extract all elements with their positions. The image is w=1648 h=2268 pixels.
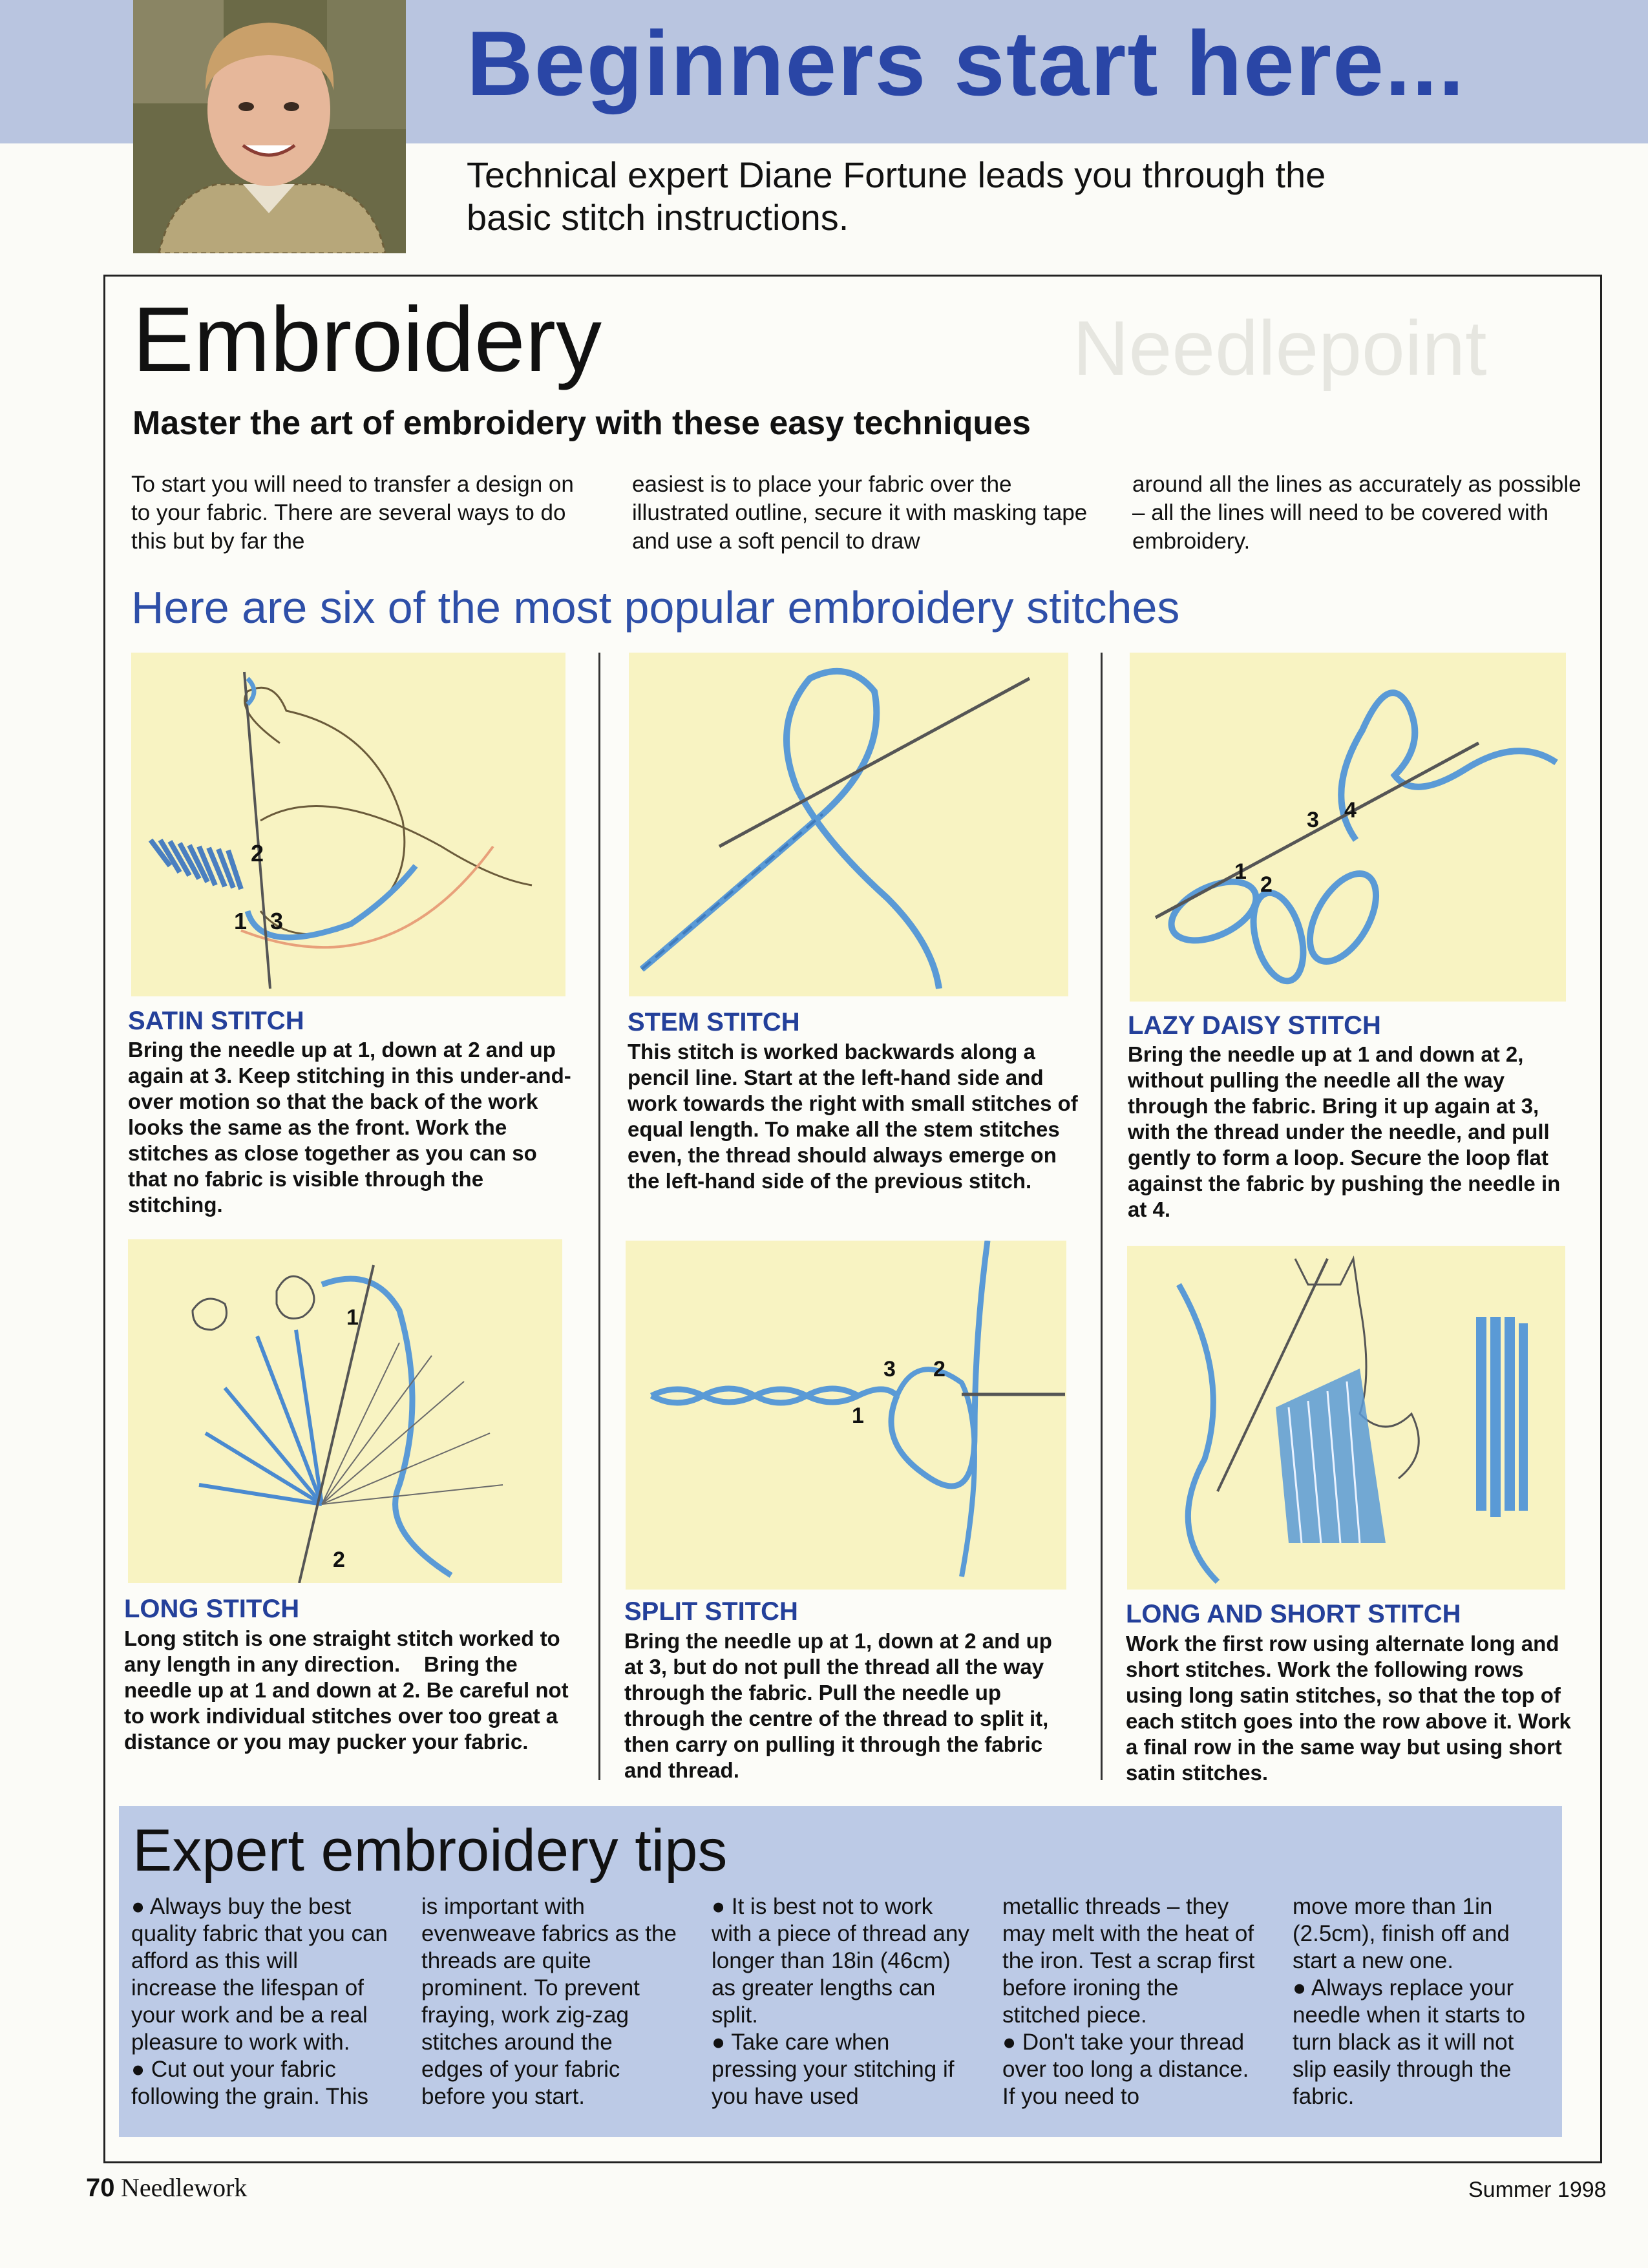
split-stitch-text: Bring the needle up at 1, down at 2 and up at 3, but do not pull the thread all the way through the fabric. Pull the needle up through the centre of the thread to split it, then carry on pulling it through the fabric and thread. — [624, 1629, 1052, 1782]
long-stitch-text: Long stitch is one straight stitch worked to any length in any direction. Bring the needle up at 1 and down at 2. Be careful not to work individual stitches over too great a distance or you may pucker your fabric. — [124, 1626, 569, 1754]
satin-label-1: 1 — [234, 908, 248, 934]
daisy-label-3: 3 — [1307, 808, 1319, 832]
author-photo — [133, 0, 406, 253]
split-stitch-illustration — [626, 1241, 1066, 1590]
tip-text: move more than 1in (2.5cm), finish off and start a new one. — [1293, 1894, 1510, 1973]
section-title: Embroidery — [132, 288, 602, 391]
long-stitch-illustration — [128, 1239, 562, 1583]
split-stitch-heading: SPLIT STITCH — [624, 1597, 798, 1626]
tip-text: ● Cut out your fabric following the grain. This — [131, 2057, 369, 2109]
tip-text: ● Don't take your thread over too long a distance. If you need to — [1002, 2030, 1249, 2109]
lazy-daisy-heading: LAZY DAISY STITCH — [1128, 1011, 1381, 1040]
satin-stitch-text: Bring the needle up at 1, down at 2 and up again at 3. Keep stitching in this under-and-over motion so that the back of the work looks the same as the front. Work the stitches as close together as you can so that no fabric is visible through the stitching. — [128, 1038, 571, 1217]
tip-text: ● Always buy the best quality fabric that you can afford as this will increase the lifespan of your work and be a real pleasure to work with. — [131, 1894, 388, 2055]
tip-text: is important with evenweave fabrics as the threads are quite prominent. To prevent fraying, work zig-zag stitches around the edges of your fabric before you start. — [421, 1894, 677, 2109]
footer-left — [86, 2172, 247, 2203]
lazy-daisy-text: Bring the needle up at 1 and down at 2, without pulling the needle all the way through the fabric. Bring it up again at 3, with the thread under the needle, and pull gently to form a loop. Secure the loop flat against the fabric by pushing the needle in at 4. — [1128, 1042, 1561, 1221]
satin-label-2: 2 — [251, 840, 264, 866]
tips-column-2 — [421, 1893, 680, 2110]
page-number: 70 — [86, 2174, 115, 2202]
long-label-2: 2 — [333, 1548, 345, 1572]
stem-stitch-text: This stitch is worked backwards along a pencil line. Start at the left-hand side and work towards the right with small stitches of equal length. To make all the stem stitches even, the thread should always emerge on the left-hand side of the previous stitch. — [628, 1040, 1078, 1193]
lazy-daisy-illustration — [1130, 653, 1566, 1002]
tips-column-3 — [712, 1893, 970, 2110]
tips-title: Expert embroidery tips — [132, 1818, 728, 1884]
satin-label-3: 3 — [270, 908, 284, 934]
long-and-short-text: Work the first row using alternate long and short stitches. Work the following rows using long satin stitches, so that the top of each stitch goes into the row above it. Work a final row in the same way but using short satin stitches. — [1126, 1632, 1571, 1785]
page-headline: Beginners start here... — [467, 12, 1466, 115]
tips-column-1 — [131, 1893, 390, 2110]
satin-stitch-illustration — [131, 653, 565, 996]
satin-stitch-heading: SATIN STITCH — [128, 1007, 304, 1035]
daisy-label-2: 2 — [1260, 872, 1273, 897]
intro-column-1: To start you will need to transfer a design on to your fabric. There are several ways to do this but by far the — [131, 472, 574, 554]
long-stitch-heading: LONG STITCH — [124, 1595, 300, 1623]
long-and-short-illustration — [1127, 1246, 1565, 1590]
tip-text: ● Always replace your needle when it starts to turn black as it will not slip easily through the fabric. — [1293, 1975, 1525, 2109]
section-subtitle: Master the art of embroidery with these easy techniques — [132, 404, 1031, 442]
tips-column-4 — [1002, 1893, 1261, 2110]
faded-background-text: Needlepoint — [1073, 305, 1487, 392]
intro-column-3: around all the lines as accurately as possible – all the lines will need to be covered with embroidery. — [1132, 472, 1581, 554]
tip-text: metallic threads – they may melt with the heat of the iron. Test a scrap first before ironing the stitched piece. — [1002, 1894, 1255, 2028]
issue-date: Summer 1998 — [1468, 2178, 1607, 2202]
column-divider-left — [598, 653, 600, 1780]
intro-column-2: easiest is to place your fabric over the illustrated outline, secure it with masking tape and use a soft pencil to draw — [632, 472, 1088, 554]
split-label-3: 3 — [883, 1357, 896, 1381]
column-divider-right — [1101, 653, 1103, 1780]
long-and-short-heading: LONG AND SHORT STITCH — [1126, 1600, 1461, 1628]
stem-stitch-heading: STEM STITCH — [628, 1008, 800, 1036]
tip-text: ● It is best not to work with a piece of thread any longer than 18in (46cm) as greater lengths can split. — [712, 1894, 969, 2028]
magazine-name: Needlework — [120, 2173, 248, 2202]
tip-text: ● Take care when pressing your stitching if you have used — [712, 2030, 955, 2109]
split-label-2: 2 — [933, 1357, 945, 1381]
daisy-label-1: 1 — [1234, 859, 1247, 884]
tips-column-5 — [1293, 1893, 1551, 2110]
daisy-label-4: 4 — [1344, 798, 1357, 823]
stitches-heading: Here are six of the most popular embroidery stitches — [131, 582, 1180, 633]
header-intro: Technical expert Diane Fortune leads you through the basic stitch instructions. — [467, 154, 1326, 238]
stem-stitch-illustration — [629, 653, 1068, 996]
split-label-1: 1 — [852, 1403, 864, 1428]
long-label-1: 1 — [346, 1305, 359, 1330]
